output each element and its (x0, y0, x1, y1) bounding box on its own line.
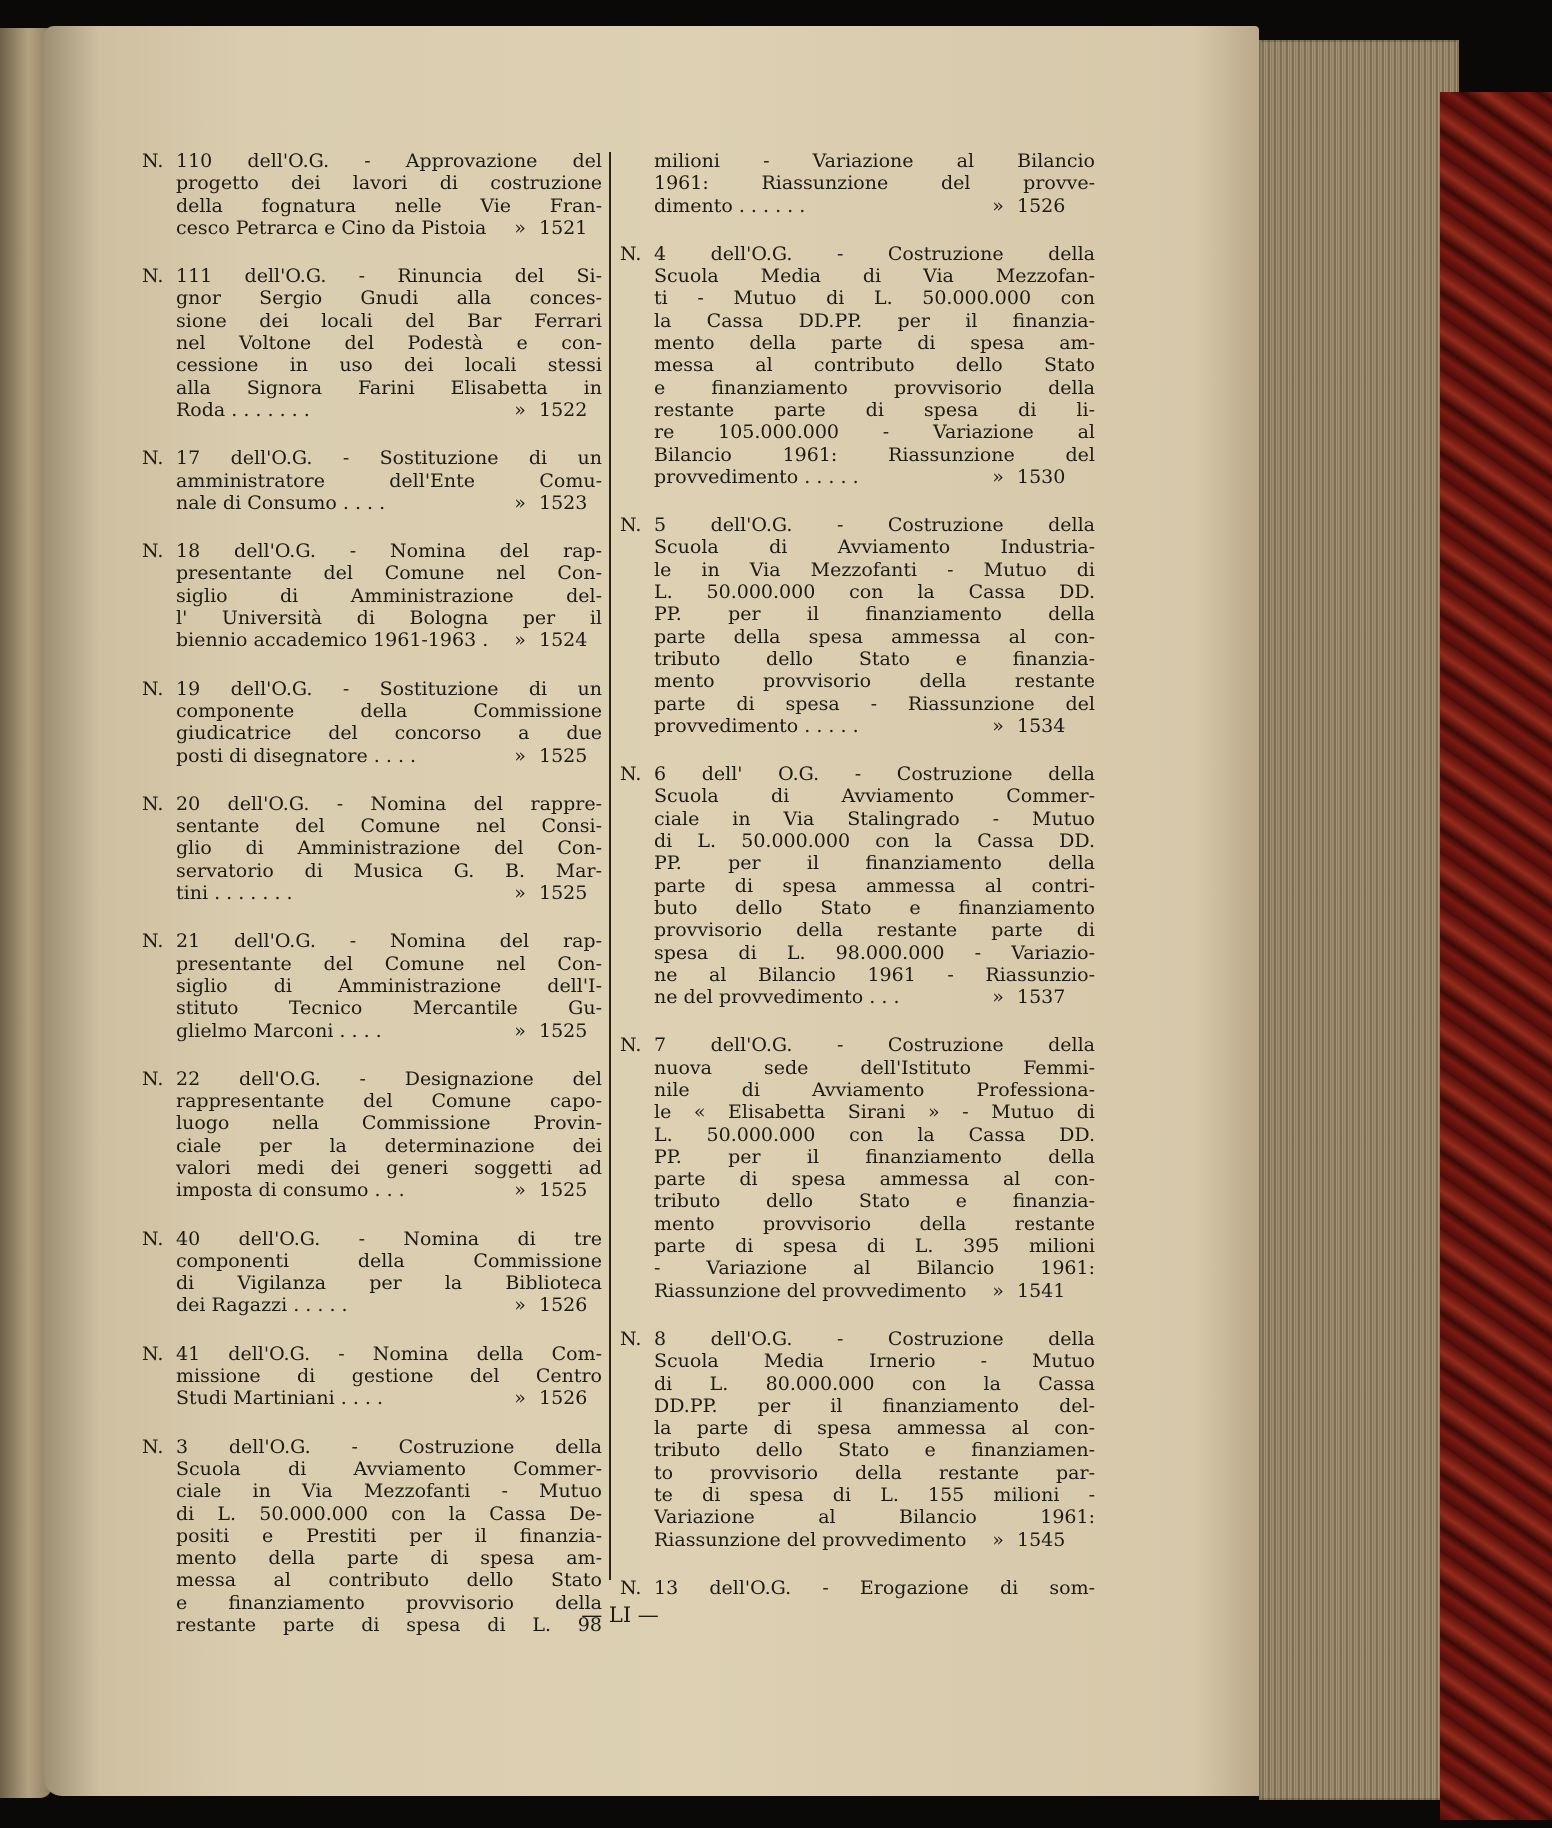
entry-text (176, 1343, 602, 1410)
page-ref-guillemet: » (514, 1179, 526, 1202)
entry-text (176, 1228, 602, 1317)
entry-line: e finanziamento provvisorio della (176, 1591, 602, 1614)
entry-line: ti - Mutuo di L. 50.000.000 con (654, 287, 1095, 310)
entry-line: PP. per il finanziamento della (654, 603, 1095, 626)
entry-last-text: tini . . . . . . . (176, 882, 293, 905)
entry-line: 4 dell'O.G. - Costruzione della (654, 242, 1095, 265)
index-entry (620, 514, 1095, 737)
entry-last-text: dei Ragazzi . . . . . (176, 1294, 348, 1317)
page-reference: 1541 (1017, 1279, 1066, 1302)
entry-line: progetto dei lavori di costruzione (176, 172, 602, 195)
entry-line: Bilancio 1961: Riassunzione del (654, 443, 1095, 466)
entry-last-line (654, 715, 1095, 737)
entry-text (176, 447, 602, 514)
entry-line: re 105.000.000 - Variazione al (654, 421, 1095, 444)
entry-line: la parte di spesa ammessa al con- (654, 1417, 1095, 1440)
entry-last-text: provvedimento . . . . . (654, 465, 859, 488)
entry-line: della fognatura nelle Vie Fran- (176, 194, 602, 217)
marbled-cover (1440, 92, 1552, 1820)
entry-line: Scuola di Avviamento Commer- (654, 785, 1095, 808)
entry-line: parte di spesa di L. 395 milioni (654, 1235, 1095, 1258)
page-ref-guillemet: » (514, 1019, 526, 1042)
entry-line: parte di spesa ammessa al contri- (654, 874, 1095, 897)
entry-line: amministratore dell'Ente Comu- (176, 469, 602, 492)
entry-line: 40 dell'O.G. - Nomina di tre (176, 1227, 602, 1250)
entry-line: tributo dello Stato e finanziamen- (654, 1439, 1095, 1462)
entry-number-prefix: N. (620, 514, 642, 537)
entry-line: di Vigilanza per la Biblioteca (176, 1272, 602, 1295)
entry-line: PP. per il finanziamento della (654, 1145, 1095, 1168)
entry-number-prefix: N. (142, 150, 164, 172)
entry-last-text: ne del provvedimento . . . (654, 986, 900, 1009)
entry-line: le « Elisabetta Sirani » - Mutuo di (654, 1101, 1095, 1124)
entry-last-line (654, 195, 1095, 217)
entry-line: restante parte di spesa di li- (654, 398, 1095, 421)
page-ref-guillemet: » (992, 986, 1004, 1009)
entry-last-line (176, 217, 602, 239)
entry-text (654, 1328, 1095, 1551)
page-ref-guillemet: » (514, 882, 526, 905)
entry-line: e finanziamento provvisorio della (654, 376, 1095, 399)
page-ref-guillemet: » (992, 465, 1004, 488)
page-number-footer: — LI — (581, 1603, 659, 1627)
entry-last-text: Riassunzione del provvedimento (654, 1279, 967, 1302)
entry-line: alla Signora Farini Elisabetta in (176, 376, 602, 399)
entry-line: 18 dell'O.G. - Nomina del rap- (176, 540, 602, 563)
entry-last-text: Studi Martiniani . . . . (176, 1387, 384, 1410)
entry-line: componente della Commissione (176, 699, 602, 722)
page-reference: 1522 (539, 398, 588, 421)
entry-line: mento della parte di spesa am- (654, 332, 1095, 355)
page-ref-guillemet: » (992, 1528, 1004, 1551)
entry-line: servatorio di Musica G. B. Mar- (176, 859, 602, 882)
entry-line: l' Università di Bologna per il (176, 607, 602, 630)
entry-last-text: nale di Consumo . . . . (176, 491, 386, 514)
page-ref-guillemet: » (514, 216, 526, 239)
entry-number-prefix: N. (620, 1327, 642, 1350)
entry-line: 13 dell'O.G. - Erogazione di som- (654, 1576, 1095, 1599)
entry-last-line (176, 745, 602, 767)
entry-number-prefix: N. (142, 677, 164, 700)
entry-text (654, 1034, 1095, 1302)
entry-number-prefix: N. (142, 1342, 164, 1365)
page-reference: 1534 (1017, 714, 1066, 737)
entry-line: glio di Amministrazione del Con- (176, 837, 602, 860)
entry-line: la Cassa DD.PP. per il finanzia- (654, 309, 1095, 332)
entry-line: valori medi dei generi soggetti ad (176, 1156, 602, 1179)
entry-number-prefix: N. (142, 540, 164, 563)
entry-line: 110 dell'O.G. - Approvazione del (176, 150, 602, 172)
page-ref-guillemet: » (992, 714, 1004, 737)
index-entry (142, 930, 602, 1041)
entry-line: di L. 50.000.000 con la Cassa De- (176, 1502, 602, 1525)
entry-last-text: cesco Petrarca e Cino da Pistoia (176, 216, 487, 239)
entry-line: te di spesa di L. 155 milioni - (654, 1484, 1095, 1507)
entry-line: ne al Bilancio 1961 - Riassunzio- (654, 963, 1095, 986)
entry-line: missione di gestione del Centro (176, 1365, 602, 1388)
entry-number-prefix: N. (142, 1435, 164, 1458)
entry-last-text: Riassunzione del provvedimento (654, 1528, 967, 1551)
entry-last-line (176, 629, 602, 651)
entry-last-line (176, 1179, 602, 1201)
entry-last-line (654, 986, 1095, 1008)
page-reference: 1525 (539, 882, 588, 905)
entry-line: le in Via Mezzofanti - Mutuo di (654, 558, 1095, 581)
index-entry (142, 265, 602, 421)
left-index-column (142, 150, 602, 1662)
entry-line: siglio di Amministrazione del- (176, 584, 602, 607)
index-entry (142, 793, 602, 904)
entry-line: di L. 80.000.000 con la Cassa (654, 1372, 1095, 1395)
entry-line: presentante del Comune nel Con- (176, 952, 602, 975)
index-entry (142, 1068, 602, 1202)
entry-last-text: posti di disegnatore . . . . (176, 744, 417, 767)
entry-line: gnor Sergio Gnudi alla conces- (176, 287, 602, 310)
page-ref-guillemet: » (514, 629, 526, 652)
entry-number-prefix: N. (142, 1227, 164, 1250)
entry-line: di L. 50.000.000 con la Cassa DD. (654, 830, 1095, 853)
entry-line: Variazione al Bilancio 1961: (654, 1506, 1095, 1529)
entry-last-text: imposta di consumo . . . (176, 1179, 405, 1202)
entry-line: messa al contributo dello Stato (176, 1569, 602, 1592)
entry-line: 19 dell'O.G. - Sostituzione di un (176, 677, 602, 700)
entry-number-prefix: N. (142, 447, 164, 470)
entry-last-line (176, 1387, 602, 1409)
entry-last-line (176, 882, 602, 904)
page-reference: 1530 (1017, 465, 1066, 488)
entry-line: 41 dell'O.G. - Nomina della Com- (176, 1342, 602, 1365)
page-reference: 1525 (539, 1019, 588, 1042)
page-ref-guillemet: » (514, 491, 526, 514)
entry-text (654, 763, 1095, 1008)
entry-last-text: glielmo Marconi . . . . (176, 1019, 382, 1042)
entry-line: Scuola Media di Via Mezzofan- (654, 265, 1095, 288)
page-reference: 1525 (539, 744, 588, 767)
entry-line: 20 dell'O.G. - Nomina del rappre- (176, 792, 602, 815)
entry-line: L. 50.000.000 con la Cassa DD. (654, 581, 1095, 604)
entry-number-prefix: N. (142, 792, 164, 815)
page-ref-guillemet: » (514, 744, 526, 767)
entry-line: DD.PP. per il finanziamento del- (654, 1394, 1095, 1417)
entry-number-prefix: N. (620, 763, 642, 786)
entry-line: nel Voltone del Podestà e con- (176, 332, 602, 355)
entry-line: restante parte di spesa di L. 98 (176, 1614, 602, 1637)
entry-line: tributo dello Stato e finanzia- (654, 1190, 1095, 1213)
entry-line: parte di spesa - Riassunzione del (654, 692, 1095, 715)
entry-line: positi e Prestiti per il finanzia- (176, 1524, 602, 1547)
entry-line: 3 dell'O.G. - Costruzione della (176, 1435, 602, 1458)
entry-last-text: provvedimento . . . . . (654, 714, 859, 737)
entry-number-prefix: N. (142, 265, 164, 288)
entry-last-line (176, 492, 602, 514)
entry-line: mento provvisorio della restante (654, 1212, 1095, 1235)
entry-line: stituto Tecnico Mercantile Gu- (176, 997, 602, 1020)
entry-line: 5 dell'O.G. - Costruzione della (654, 514, 1095, 537)
entry-line: 8 dell'O.G. - Costruzione della (654, 1327, 1095, 1350)
entry-line: milioni - Variazione al Bilancio (654, 150, 1095, 172)
entry-text (176, 265, 602, 421)
entry-line: tributo dello Stato e finanzia- (654, 647, 1095, 670)
index-entry (620, 1577, 1095, 1599)
page-ref-guillemet: » (992, 1279, 1004, 1302)
entry-line: 21 dell'O.G. - Nomina del rap- (176, 930, 602, 953)
entry-line: mento provvisorio della restante (654, 670, 1095, 693)
entry-line: buto dello Stato e finanziamento (654, 896, 1095, 919)
entry-line: 7 dell'O.G. - Costruzione della (654, 1034, 1095, 1057)
entry-text (176, 678, 602, 767)
page-block-edges (1259, 40, 1459, 1800)
page-reference: 1521 (539, 216, 588, 239)
entry-line: ciale in Via Mezzofanti - Mutuo (176, 1480, 602, 1503)
entry-line: Scuola Media Irnerio - Mutuo (654, 1350, 1095, 1373)
entry-line: Scuola di Avviamento Industria- (654, 536, 1095, 559)
index-entry (620, 1034, 1095, 1302)
entry-last-line (176, 1020, 602, 1042)
index-entry (142, 1228, 602, 1317)
index-entry (620, 243, 1095, 488)
page-reference: 1526 (1017, 194, 1066, 217)
entry-line: PP. per il finanziamento della (654, 852, 1095, 875)
entry-text (654, 150, 1095, 217)
entry-line: sione dei locali del Bar Ferrari (176, 309, 602, 332)
entry-line: 111 dell'O.G. - Rinuncia del Si- (176, 265, 602, 288)
entry-line: 22 dell'O.G. - Designazione del (176, 1067, 602, 1090)
entry-line: 6 dell' O.G. - Costruzione della (654, 763, 1095, 786)
entry-line: provvisorio della restante parte di (654, 919, 1095, 942)
entry-text (176, 1068, 602, 1202)
page-reference: 1525 (539, 1179, 588, 1202)
entry-line: nuova sede dell'Istituto Femmi- (654, 1056, 1095, 1079)
entry-number-prefix: N. (620, 1034, 642, 1057)
page-reference: 1545 (1017, 1528, 1066, 1551)
entry-line: ciale in Via Stalingrado - Mutuo (654, 807, 1095, 830)
index-entry (142, 447, 602, 514)
index-entry-continuation (654, 150, 1095, 217)
entry-line: 17 dell'O.G. - Sostituzione di un (176, 447, 602, 470)
entry-text (654, 1577, 1095, 1599)
entry-line: ciale per la determinazione dei (176, 1134, 602, 1157)
entry-line: nile di Avviamento Professiona- (654, 1078, 1095, 1101)
entry-text (176, 150, 602, 239)
entry-last-text: biennio accademico 1961-1963 . (176, 629, 489, 652)
page-ref-guillemet: » (514, 1387, 526, 1410)
entry-last-line (176, 1294, 602, 1316)
index-entry (620, 763, 1095, 1008)
index-entry (142, 540, 602, 651)
entry-text (176, 793, 602, 904)
entry-text (654, 243, 1095, 488)
entry-number-prefix: N. (142, 930, 164, 953)
entry-last-text: Roda . . . . . . . (176, 398, 310, 421)
entry-last-line (176, 399, 602, 421)
entry-number-prefix: N. (620, 1576, 642, 1599)
right-index-column (620, 150, 1095, 1625)
entry-text (176, 540, 602, 651)
entry-number-prefix: N. (142, 1067, 164, 1090)
entry-line: L. 50.000.000 con la Cassa DD. (654, 1123, 1095, 1146)
entry-text (176, 930, 602, 1041)
entry-line: 1961: Riassunzione del provve- (654, 172, 1095, 195)
entry-line: componenti della Commissione (176, 1249, 602, 1272)
entry-last-text: dimento . . . . . . (654, 194, 806, 217)
entry-number-prefix: N. (620, 242, 642, 265)
page-reference: 1523 (539, 491, 588, 514)
entry-line: mento della parte di spesa am- (176, 1547, 602, 1570)
entry-line: rappresentante del Comune capo- (176, 1090, 602, 1113)
entry-line: to provvisorio della restante par- (654, 1461, 1095, 1484)
page-ref-guillemet: » (514, 1294, 526, 1317)
entry-line: giudicatrice del concorso a due (176, 722, 602, 745)
entry-last-line (654, 466, 1095, 488)
index-entry (620, 1328, 1095, 1551)
entry-line: cessione in uso dei locali stessi (176, 354, 602, 377)
entry-line: messa al contributo dello Stato (654, 354, 1095, 377)
page-reference: 1526 (539, 1294, 588, 1317)
entry-line: parte di spesa ammessa al con- (654, 1168, 1095, 1191)
page-reference: 1537 (1017, 986, 1066, 1009)
page-ref-guillemet: » (992, 194, 1004, 217)
page-ref-guillemet: » (514, 398, 526, 421)
entry-line: Scuola di Avviamento Commer- (176, 1457, 602, 1480)
entry-line: spesa di L. 98.000.000 - Variazio- (654, 941, 1095, 964)
index-entry (142, 678, 602, 767)
entry-line: - Variazione al Bilancio 1961: (654, 1257, 1095, 1280)
page-reference: 1524 (539, 629, 588, 652)
entry-last-line (654, 1280, 1095, 1302)
entry-line: parte della spesa ammessa al con- (654, 625, 1095, 648)
index-entry (142, 1343, 602, 1410)
index-entry (142, 150, 602, 239)
entry-text (654, 514, 1095, 737)
entry-line: siglio di Amministrazione dell'I- (176, 974, 602, 997)
entry-line: luogo nella Commissione Provin- (176, 1112, 602, 1135)
page-reference: 1526 (539, 1387, 588, 1410)
entry-last-line (654, 1529, 1095, 1551)
entry-line: presentante del Comune nel Con- (176, 562, 602, 585)
entry-line: sentante del Comune nel Consi- (176, 815, 602, 838)
column-divider (609, 152, 611, 1580)
